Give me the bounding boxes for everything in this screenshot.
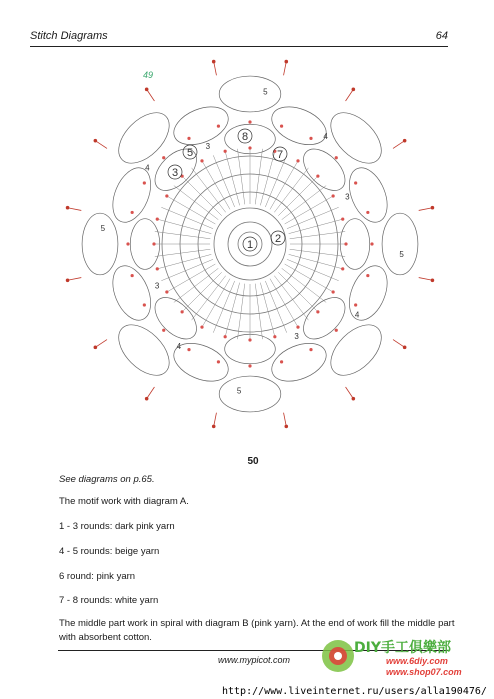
direction-arrow — [419, 278, 433, 281]
stitch-number-label: 4 — [145, 163, 150, 173]
petal-arch — [219, 376, 281, 412]
direction-arrow — [95, 340, 107, 348]
watermark-logo-icon — [320, 638, 356, 674]
arrow-tip — [66, 206, 69, 209]
picot-mark — [309, 348, 312, 351]
direction-arrow — [147, 89, 155, 101]
round-number-label: 5 — [186, 147, 194, 159]
picot-mark — [335, 329, 338, 332]
stitch-post — [155, 249, 211, 256]
picot-mark — [131, 274, 134, 277]
picot-mark — [143, 181, 146, 184]
petal-arch — [342, 260, 395, 326]
page-header — [30, 30, 448, 46]
direction-arrow — [68, 278, 82, 281]
picot-mark — [181, 310, 184, 313]
picot-mark — [344, 242, 347, 245]
stitch-post — [237, 149, 244, 205]
round-number-label: 2 — [274, 233, 282, 245]
petal-arch — [266, 99, 332, 152]
picot-mark — [156, 267, 159, 270]
figure-label: 50 — [247, 456, 259, 467]
picot-mark — [280, 360, 283, 363]
stitch-number-label: 3 — [154, 281, 160, 291]
picot-mark — [156, 218, 159, 221]
arrow-tip — [403, 346, 406, 349]
picot-mark — [165, 290, 168, 293]
stitch-post — [290, 231, 346, 238]
picot-mark — [165, 194, 168, 197]
direction-arrow — [346, 387, 354, 399]
watermark-site: www.6diy.com — [386, 656, 448, 666]
stitch-number-label: 4 — [176, 341, 182, 351]
stitch-post — [255, 284, 262, 340]
watermark-brand: DIY手工俱樂部 — [354, 640, 451, 656]
stitch-post — [282, 268, 326, 302]
picot-mark — [341, 267, 344, 270]
instruction-paragraph: The middle part work in spiral with diagram B (pink yarn). At the end of work fill the middle part with absorbent cotton. — [59, 618, 455, 643]
picot-mark — [224, 335, 227, 338]
picot-mark — [332, 290, 335, 293]
crochet-stitch-diagram — [60, 52, 440, 452]
arrow-tip — [403, 139, 406, 142]
picot-mark — [248, 120, 251, 123]
stitch-post — [174, 186, 218, 220]
stitch-post — [155, 231, 211, 238]
direction-arrow — [346, 89, 354, 101]
stitch-post — [182, 272, 222, 312]
picot-mark — [131, 211, 134, 214]
stitch-post — [192, 168, 226, 212]
picot-mark — [280, 125, 283, 128]
picot-mark — [354, 181, 357, 184]
picot-mark — [332, 194, 335, 197]
arrow-tip — [145, 88, 148, 91]
picot-mark — [162, 329, 165, 332]
arrow-tip — [145, 397, 148, 400]
picot-mark — [217, 125, 220, 128]
stitch-post — [174, 268, 218, 302]
instruction-paragraph: 4 - 5 rounds: beige yarn — [59, 546, 160, 557]
arrow-tip — [285, 60, 288, 63]
petal-arch — [322, 316, 391, 385]
round-number-label: 3 — [171, 167, 179, 179]
petal-arch — [82, 213, 118, 275]
picot-mark — [296, 159, 299, 162]
petal-arch — [322, 103, 391, 172]
direction-arrow — [95, 141, 107, 149]
arrow-tip — [285, 425, 288, 428]
picot-mark — [224, 150, 227, 153]
direction-arrow — [68, 208, 82, 211]
instruction-paragraph: 7 - 8 rounds: white yarn — [59, 595, 159, 606]
stitch-post — [255, 149, 262, 205]
diagram-number: 49 — [143, 70, 154, 80]
picot-mark — [354, 303, 357, 306]
picot-mark — [217, 360, 220, 363]
header-divider — [30, 46, 448, 47]
instruction-paragraph: 6 round: pink yarn — [59, 571, 136, 582]
petal-arch — [109, 103, 178, 172]
stitch-post — [274, 276, 308, 320]
arrow-tip — [352, 397, 355, 400]
stitch-post — [278, 272, 318, 312]
picot-mark — [309, 137, 312, 140]
picot-mark — [126, 242, 129, 245]
picot-mark — [248, 338, 251, 341]
picot-mark — [316, 175, 319, 178]
picot-mark — [162, 156, 165, 159]
stitch-post — [290, 249, 346, 256]
arrow-tip — [212, 60, 215, 63]
direction-arrow — [393, 340, 405, 348]
picot-mark — [366, 211, 369, 214]
petal-arch — [266, 336, 332, 389]
footer-url: www.mypicot.com — [218, 655, 291, 665]
picot-mark — [341, 218, 344, 221]
arrow-tip — [431, 279, 434, 282]
direction-arrow — [214, 62, 217, 76]
direction-arrow — [284, 413, 287, 427]
stitch-post — [237, 284, 244, 340]
arrow-tip — [66, 279, 69, 282]
page-number: 64 — [435, 30, 448, 42]
picot-mark — [366, 274, 369, 277]
picot-mark — [248, 146, 251, 149]
round-number-label: 7 — [276, 149, 284, 161]
stitch-number-label: 3 — [205, 141, 211, 151]
stitch-number-label: 3 — [345, 192, 350, 202]
stitch-number-label: 5 — [100, 223, 106, 233]
picot-mark — [335, 156, 338, 159]
stitch-post — [274, 168, 308, 212]
petal-arch — [168, 99, 234, 152]
arrow-tip — [431, 206, 434, 209]
direction-arrow — [214, 413, 217, 427]
stitch-post — [278, 176, 318, 216]
stitch-post — [182, 176, 222, 216]
direction-arrow — [147, 387, 155, 399]
picot-mark — [200, 326, 203, 329]
stitch-post — [192, 276, 226, 320]
picot-mark — [316, 310, 319, 313]
stitch-number-label: 5 — [263, 87, 268, 97]
watermark — [316, 634, 494, 684]
instruction-paragraph: The motif work with diagram A. — [59, 496, 189, 507]
picot-mark — [187, 137, 190, 140]
stitch-number-label: 5 — [399, 250, 404, 260]
header-title: Stitch Diagrams — [30, 30, 108, 42]
picot-mark — [273, 335, 276, 338]
petal-arch — [382, 213, 418, 275]
round-number-label: 8 — [241, 131, 249, 143]
instruction-paragraph: 1 - 3 rounds: dark pink yarn — [59, 521, 175, 532]
arrow-tip — [212, 425, 215, 428]
stitch-post — [282, 186, 326, 220]
diagram-note: See diagrams on p.65. — [59, 474, 155, 485]
direction-arrow — [393, 141, 405, 149]
arrow-tip — [94, 346, 97, 349]
stitch-number-label: 3 — [294, 332, 299, 342]
stitch-number-label: 4 — [354, 310, 360, 320]
picot-mark — [200, 159, 203, 162]
picot-mark — [187, 348, 190, 351]
petal-arch — [342, 162, 395, 228]
direction-arrow — [419, 208, 433, 211]
picot-mark — [248, 364, 251, 367]
picot-mark — [296, 326, 299, 329]
round-number-label: 1 — [246, 239, 254, 251]
petal-arch — [105, 162, 158, 228]
picot-mark — [143, 303, 146, 306]
stitch-number-label: 4 — [323, 132, 328, 142]
petal-arch — [109, 316, 178, 385]
picot-mark — [152, 242, 155, 245]
petal-arch — [219, 76, 281, 112]
arrow-tip — [352, 88, 355, 91]
stitch-number-label: 5 — [236, 386, 242, 396]
direction-arrow — [284, 62, 287, 76]
petal-arch — [105, 260, 158, 326]
watermark-site: www.shop07.com — [386, 667, 462, 677]
picot-mark — [370, 242, 373, 245]
source-url: http://www.liveinternet.ru/users/alla190476/ — [222, 686, 487, 697]
arrow-tip — [94, 139, 97, 142]
